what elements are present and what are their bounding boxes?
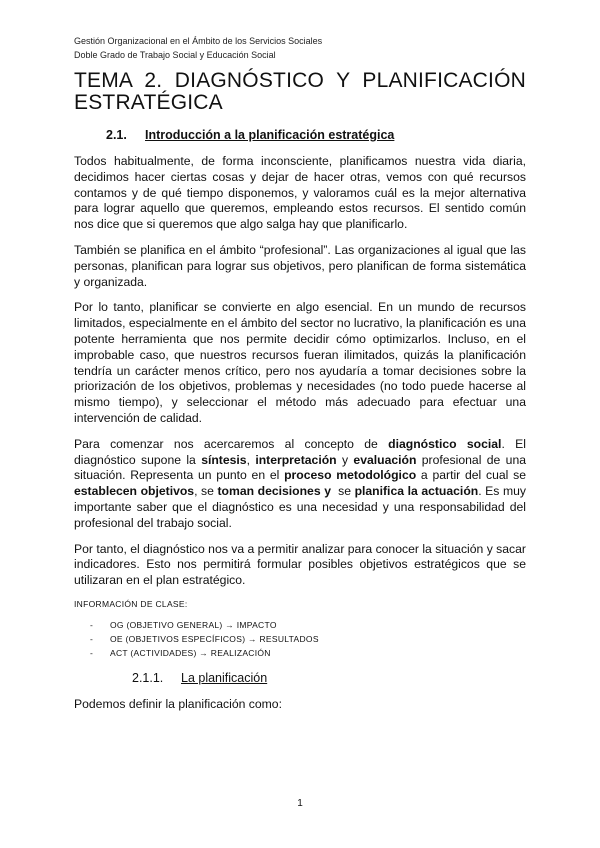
p4-text-8: se [330,484,355,499]
paragraph-1: Todos habitualmente, de forma inconsciente, planificamos nuestra vida diaria, decidimos hacer ciertas cosas y dejar de hacer otras, vemos con qué recursos contamos y de qué tiempo disponemos, y valoramos cuál es la mejor alternativa para lograr aquello que queremos, empleando estos recursos. El sentido común nos dice que si queremos que algo salga hay que planificarlo. [74,154,526,232]
p4-bold-proceso-metodologico: proceso metodológico [284,468,417,483]
p4-text-4: y [336,452,354,467]
p4-bold-planifica-actuacion: planifica la actuación [354,484,479,499]
paragraph-5: Por tanto, el diagnóstico nos va a permitir analizar para conocer la situación y sacar indicadores. Esto nos permitirá formular posibles objetivos estratégicos que se utilizaran en el plan estratégico. [74,541,526,588]
class-info-item-oe: OE (OBJETIVOS ESPECÍFICOS) → RESULTADOS [110,633,319,644]
p4-text-7: , se [194,484,218,499]
class-info-heading: INFORMACIÓN DE CLASE: [74,598,188,609]
p4-bold-diagnostico-social: diagnóstico social [388,436,502,451]
p4-bold-evaluacion: evaluación [353,452,417,467]
subsection-heading [132,671,526,685]
subsection-title: La planificación [181,670,268,685]
dash-bullet-icon: - [90,633,94,644]
p4-text-6: a partir del cual se [416,468,526,483]
p4-text-1: Para comenzar nos acercaremos al concepto de [74,436,389,451]
p4-text-5: profesional de una situación. Representa un punto en el [74,452,526,483]
page-number: 1 [297,798,303,809]
section-number: 2.1. [106,128,127,142]
p4-text-9: . Es muy importante saber que el diagnóstico es una necesidad y una responsabilidad del profesional del trabajo social. [74,484,526,530]
dash-bullet-icon: - [90,647,94,658]
list-item [74,646,526,660]
dash-bullet-icon: - [90,619,94,630]
list-item [74,632,526,646]
header-line-course: Gestión Organizacional en el Ámbito de los Servicios Sociales [74,36,323,46]
class-info-item-act: ACT (ACTIVIDADES) → REALIZACIÓN [110,647,271,658]
class-info-list [74,618,526,660]
header-line-degree: Doble Grado de Trabajo Social y Educación Social [74,50,276,60]
list-item [74,618,526,632]
p4-bold-sintesis: síntesis [201,452,247,467]
paragraph-4 [74,437,526,532]
class-info-item-og: OG (OBJETIVO GENERAL) → IMPACTO [110,619,277,630]
paragraph-3: Por lo tanto, planificar se convierte en algo esencial. En un mundo de recursos limitados, especialmente en el ámbito del sector no lucrativo, la planificación es una potente herramienta que nos permite decidir cómo optimizarlos. Incluso, en el improbable caso, que nuestros recursos fueran ilimitados, quizás la planificación tendría un carácter menos crítico, pero nos ayudaría a tomar decisiones sobre la priorización de los objetivos, problemas y necesidades (no todo puede hacerse al mismo tiempo), y seleccionar el método más adecuado para efectuar una intervención de calidad. [74,300,526,425]
p4-bold-toman-decisiones: toman decisiones y [217,484,331,499]
page-title: TEMA 2. DIAGNÓSTICO Y PLANIFICACIÓN ESTRATÉGICA [74,69,526,114]
p4-bold-interpretacion: interpretación [255,452,337,467]
subsection-number: 2.1.1. [132,670,164,685]
section-heading [106,128,526,142]
p4-text-3: , [246,452,256,467]
paragraph-2: También se planifica en el ámbito “profesional”. Las organizaciones al igual que las personas, planifican para lograr sus objetivos, pero planifican de forma sistemática y organizada. [74,242,526,289]
document-page [74,34,526,723]
section-title: Introducción a la planificación estratégica [145,128,395,142]
p4-bold-establecen-objetivos: establecen objetivos [74,484,195,499]
p4-text-2: . El diagnóstico supone la [74,436,527,467]
closing-paragraph: Podemos definir la planificación como: [74,696,282,711]
